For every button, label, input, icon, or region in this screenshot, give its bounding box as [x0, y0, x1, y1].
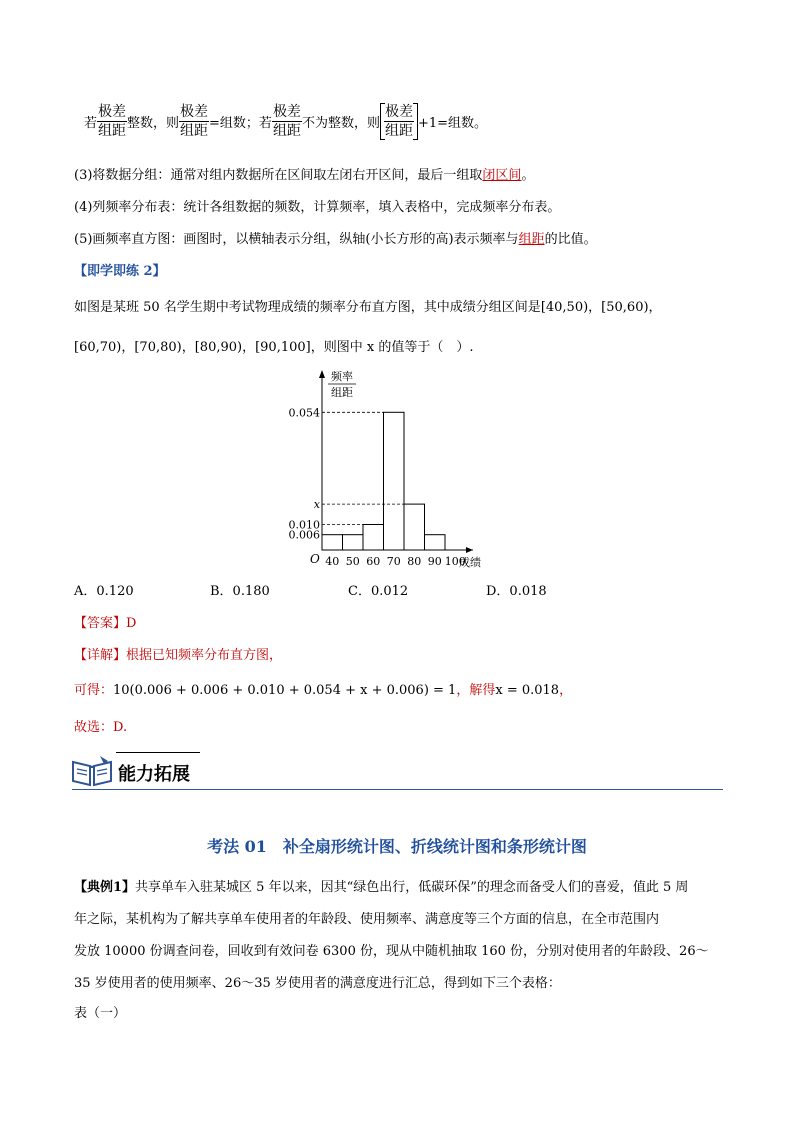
question-text: 如图是某班 50 名学生期中考试物理成绩的频率分布直方图，其中成绩分组区间是 — [74, 300, 541, 315]
question-tail: ，则图中 x 的值等于（ ）. — [310, 340, 474, 355]
example-text: 共享单车入驻某城区 5 年以来，因其“绿色出行，低碳环保”的理念而备受人们的喜爱，值此 5 周 — [135, 880, 689, 895]
floor-bracket — [380, 103, 418, 140]
fraction-denominator: 组距 — [384, 123, 413, 139]
histogram-bar — [425, 535, 446, 550]
fraction — [272, 103, 302, 140]
book-icon — [70, 754, 114, 788]
histogram-bar — [384, 412, 405, 550]
y-tick-label: 0.006 — [288, 528, 320, 542]
step-3-end: 。 — [521, 168, 535, 183]
formula-text-1: 若 — [84, 116, 98, 131]
y-label-numerator: 频率 — [331, 370, 353, 383]
y-axis-arrow — [319, 370, 325, 378]
formula-text-4: 不为整数，则 — [301, 116, 380, 131]
answer-tag: 【答案】 — [74, 616, 127, 631]
chart-layer — [289, 369, 482, 569]
x-tick-label: 60 — [366, 555, 381, 568]
formula-text-3: =组数；若 — [209, 116, 272, 131]
practice-heading: 【即学即练 2】 — [74, 264, 166, 279]
intervals-2: [60,70)，[70,80)，[80,90)，[90,100] — [74, 340, 311, 355]
x-tick-label: 100 — [444, 555, 466, 568]
derive-formula: 10(0.006 + 0.006 + 0.010 + 0.054 + x + 0.006) = 1 — [113, 683, 457, 698]
fraction — [179, 103, 209, 140]
x-axis-arrow — [466, 547, 473, 553]
step-5-link[interactable]: 组距 — [518, 232, 545, 247]
kaofa-heading: 考法 01 补全扇形统计图、折线统计图和条形统计图 — [207, 837, 587, 856]
derivation-line — [74, 679, 572, 698]
detail-text: 根据已知频率分布直方图， — [126, 648, 283, 663]
fraction — [384, 103, 414, 140]
x-tick-label: 90 — [427, 555, 442, 568]
histogram-chart — [280, 364, 520, 574]
step-4: (4)列频率分布表：统计各组数据的频数，计算频率，填入表格中，完成频率分布表。 — [74, 200, 561, 215]
section-title: 能力拓展 — [118, 764, 190, 785]
fraction-denominator: 组距 — [98, 123, 127, 139]
fraction-denominator: 组距 — [180, 123, 209, 139]
fraction-numerator: 极差 — [384, 104, 413, 120]
detail-tag: 【详解】 — [74, 648, 127, 663]
origin-label: O — [310, 552, 320, 566]
example-tag: 【典例1】 — [74, 880, 136, 895]
histogram-bar — [343, 535, 364, 550]
intervals-1: [40,50)，[50,60)， — [540, 300, 662, 315]
derive-result: x = 0.018 — [495, 683, 560, 698]
step-3-text: (3)将数据分组：通常对组内数据所在区间取左闭右开区间，最后一组取 — [74, 168, 483, 183]
answer-value: D — [126, 616, 137, 631]
example-line-3: 发放 10000 份调查问卷，回收到有效问卷 6300 份，现从中随机抽取 160 份，分别对使用者的年龄段、26～ — [74, 944, 709, 959]
example-line-1 — [74, 876, 688, 895]
option-d[interactable]: D．0.018 — [486, 584, 547, 599]
histogram-bar — [404, 504, 425, 550]
formula-text-2: 整数，则 — [127, 116, 180, 131]
section-title-overline — [116, 752, 200, 753]
formula-text-5: +1=组数。 — [417, 116, 488, 131]
formula-line — [84, 103, 487, 140]
question-line-1 — [74, 296, 662, 315]
x-tick-label: 50 — [345, 555, 360, 568]
step-5-end: 的比值。 — [544, 232, 597, 247]
y-tick-label: 0.010 — [288, 518, 320, 532]
question-line-2 — [74, 336, 473, 355]
x-axis-title: 成绩 — [459, 556, 481, 569]
fraction — [97, 103, 127, 140]
x-tick-label: 40 — [325, 555, 340, 568]
choose-line: 故选：D. — [74, 720, 128, 735]
option-c[interactable]: C．0.012 — [348, 584, 409, 599]
fraction-numerator: 极差 — [272, 104, 301, 120]
step-3-link[interactable]: 闭区间 — [482, 168, 522, 183]
x-tick-label: 70 — [386, 555, 401, 568]
fraction-numerator: 极差 — [98, 104, 127, 120]
table-label: 表（一） — [74, 1006, 127, 1021]
histogram-bar — [363, 525, 384, 551]
derive-mid: ，解得 — [456, 683, 496, 698]
fraction-denominator: 组距 — [272, 123, 301, 139]
derive-label: 可得： — [74, 683, 114, 698]
step-5 — [74, 228, 597, 247]
example-line-2: 年之际，某机构为了解共享单车使用者的年龄段、使用频率、满意度等三个方面的信息，在全市范围内 — [74, 912, 660, 927]
step-3 — [74, 164, 534, 183]
y-label-denominator: 组距 — [331, 386, 353, 399]
derive-end: ， — [559, 683, 573, 698]
example-line-4: 35 岁使用者的使用频率、26～35 岁使用者的满意度进行汇总，得到如下三个表格： — [74, 976, 561, 991]
y-tick-label: x — [313, 498, 320, 512]
option-a[interactable]: A．0.120 — [74, 584, 134, 599]
answer-line — [74, 612, 136, 631]
detail-line — [74, 644, 282, 663]
option-b[interactable]: B．0.180 — [210, 584, 270, 599]
x-tick-label: 80 — [407, 555, 422, 568]
fraction-numerator: 极差 — [180, 104, 209, 120]
y-tick-label: 0.054 — [288, 406, 320, 420]
step-5-text: (5)画频率直方图：画图时，以横轴表示分组，纵轴(小长方形的高)表示频率与 — [74, 232, 519, 247]
histogram-bar — [322, 535, 343, 550]
section-rule — [72, 789, 723, 790]
